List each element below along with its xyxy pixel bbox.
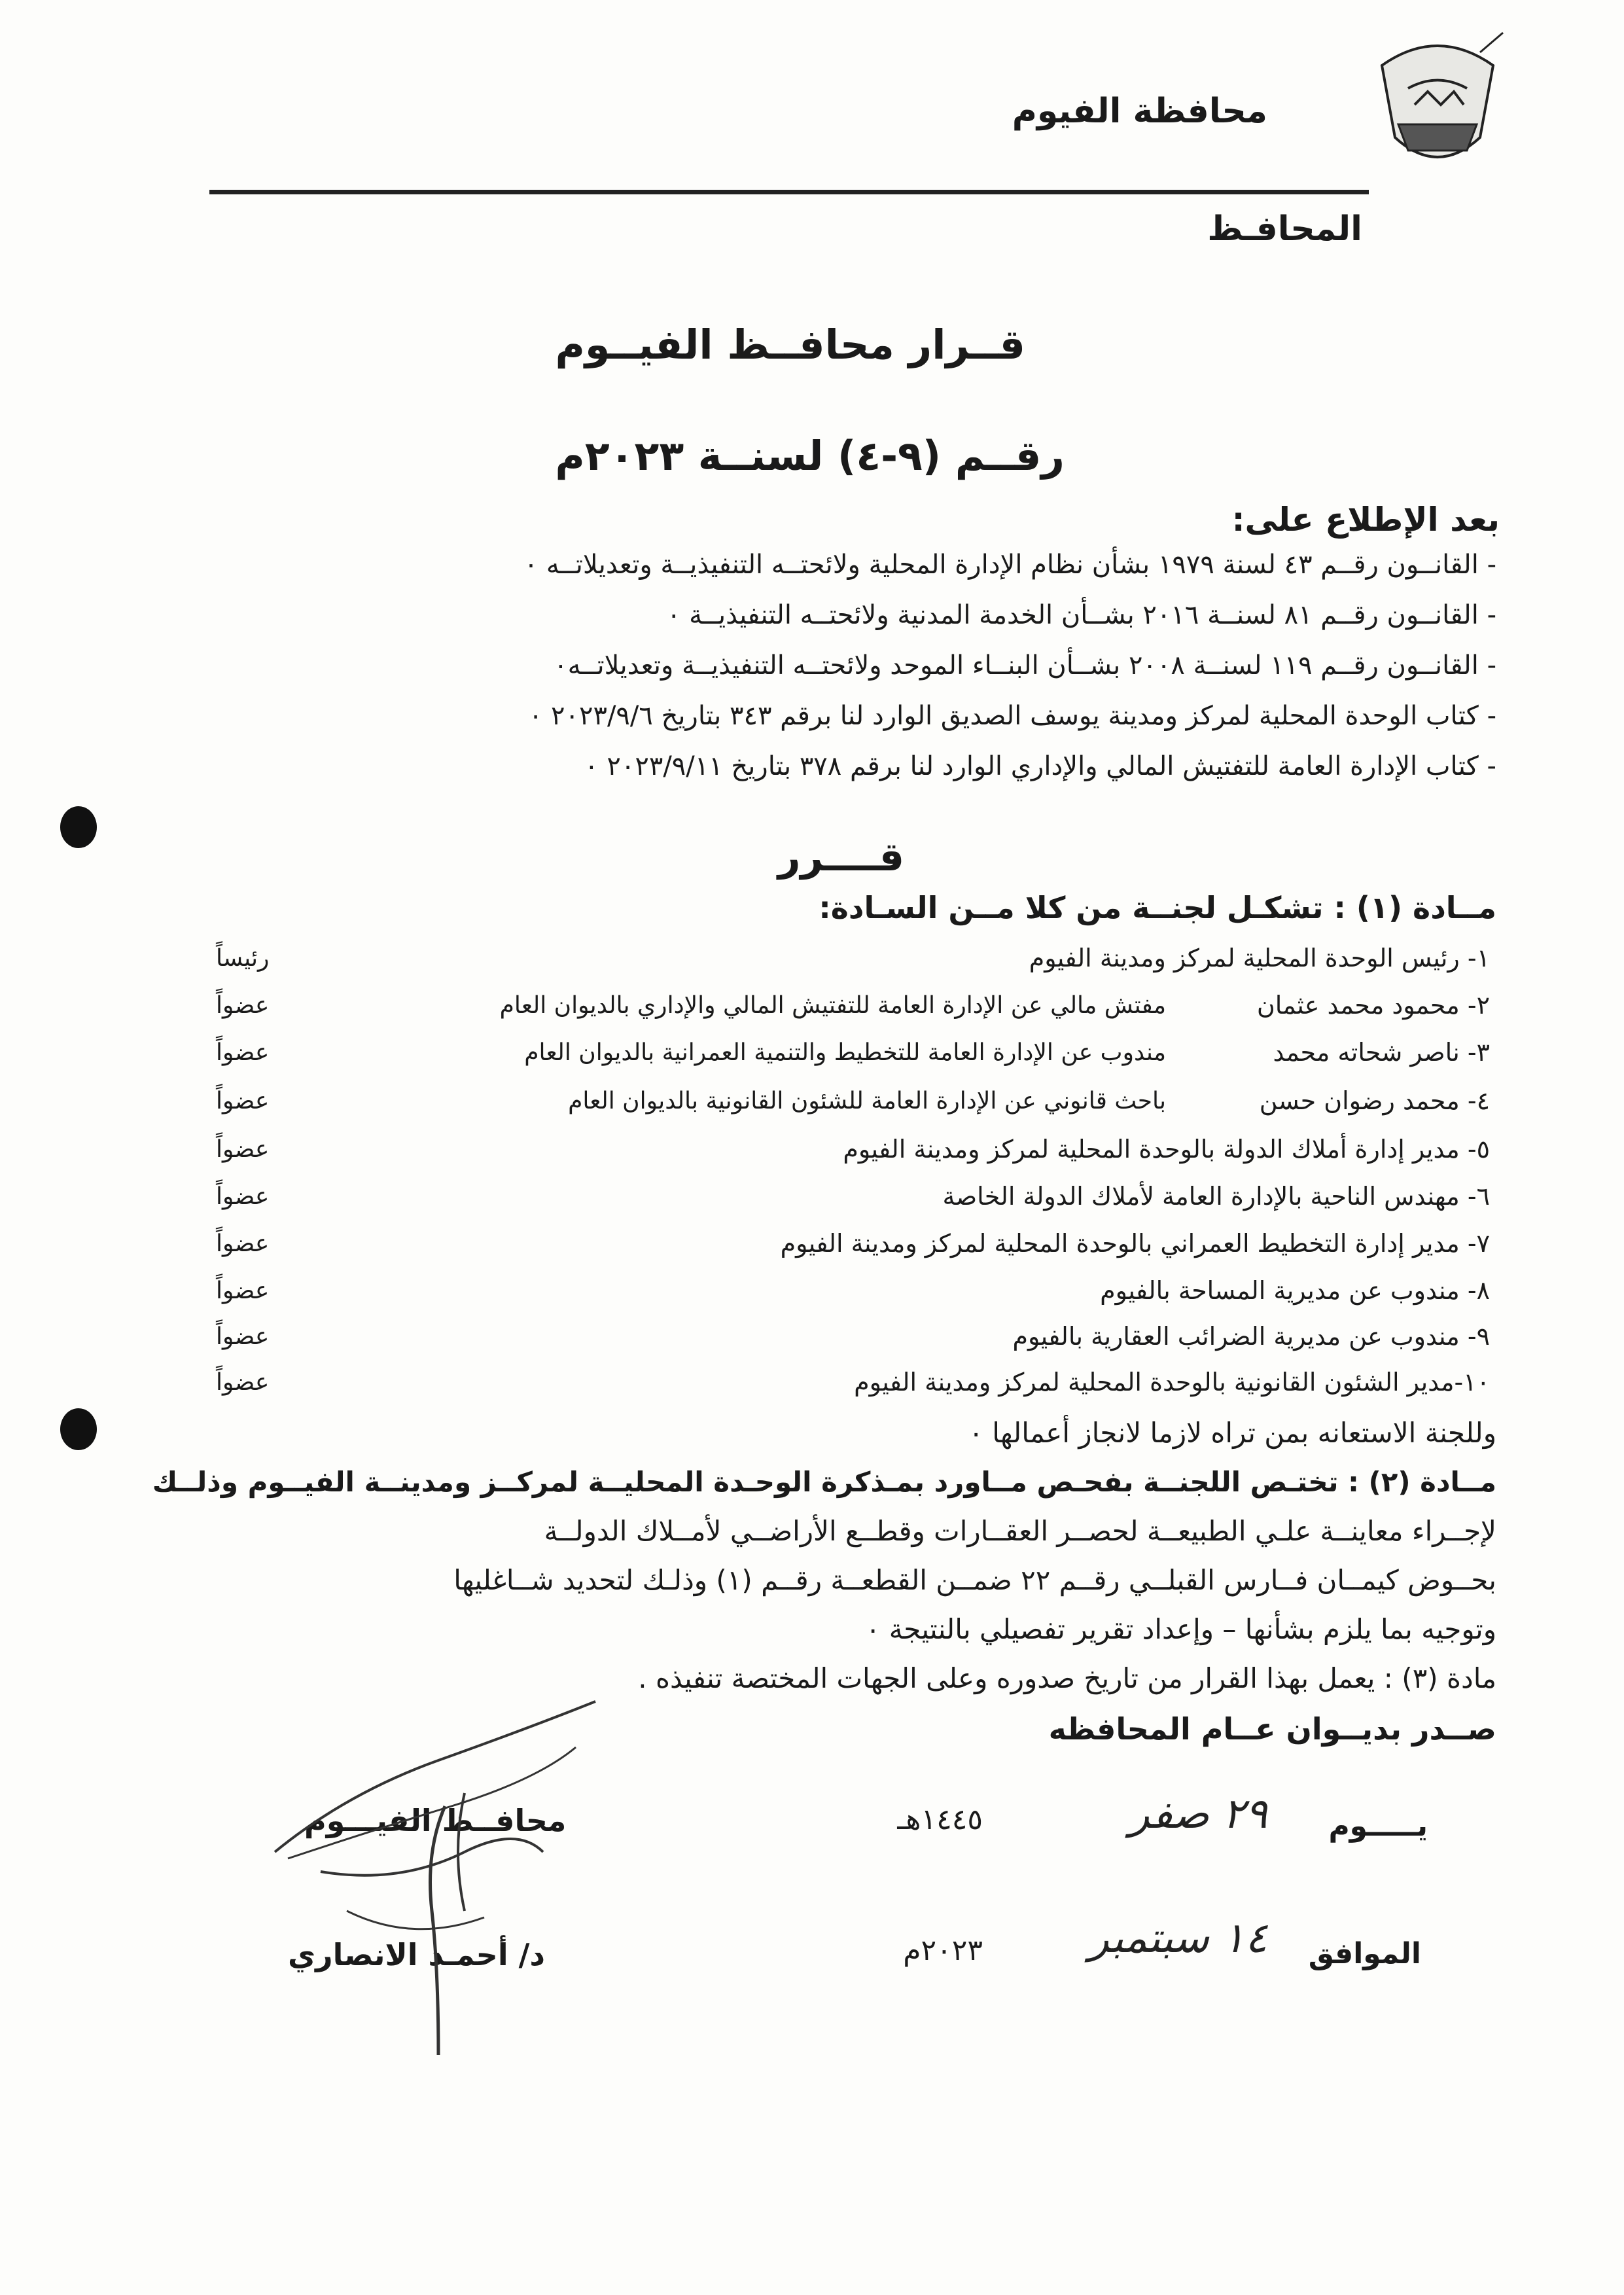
decides-heading: قــــرر <box>777 834 904 880</box>
punch-hole-bottom <box>60 1408 97 1450</box>
member-role: عضواً <box>216 1323 270 1350</box>
signature-title: محافــظ الفيـــوم <box>304 1803 567 1838</box>
member-name: ٤- محمد رضوان حسن <box>1259 1086 1490 1115</box>
governorate-emblem <box>1369 26 1506 177</box>
member-text: ٩- مندوب عن مديرية الضرائب العقارية بالفيوم <box>1012 1322 1490 1351</box>
member-role: عضواً <box>216 1277 270 1304</box>
member-role: عضواً <box>216 1088 270 1114</box>
gregorian-prefix: الموافق <box>1308 1937 1421 1970</box>
member-role: عضواً <box>216 1039 270 1066</box>
article-2-line: بحــوض كيمــان فــارس القبلــي رقــم ٢٢ ضمــن القطعــة رقــم (١) وذلـك لتحديد شــاغليها <box>453 1564 1496 1596</box>
article-2-line: لإجــراء معاينــة علـي الطبيعــة لحصــر العقــارات وقطــع الأراضــي لأمــلاك الدولــة <box>544 1515 1496 1547</box>
member-role: عضواً <box>216 1136 270 1163</box>
preamble-item: - القانــون رقــم ١١٩ لسنــة ٢٠٠٨ بشــأن البنــاء الموحد ولائحتــه التنفيذيــة وتعديلاتــه٠ <box>554 650 1496 681</box>
member-text: ١٠-مدير الشئون القانونية بالوحدة المحلية لمركز ومدينة الفيوم <box>854 1368 1490 1397</box>
office-title: المحافـظ <box>1207 209 1362 249</box>
preamble-item: - كتاب الوحدة المحلية لمركز ومدينة يوسف الصديق الوارد لنا برقم ٣٤٣ بتاريخ ٢٠٢٣/٩/٦ ٠ <box>528 701 1496 731</box>
preamble-item: - كتاب الإدارة العامة للتفتيش المالي والإداري الوارد لنا برقم ٣٧٨ بتاريخ ٢٠٢٣/٩/١١ ٠ <box>584 751 1496 781</box>
member-role: عضواً <box>216 1183 270 1210</box>
preamble-heading: بعد الإطلاع على: <box>1231 501 1500 539</box>
member-name: ٢- محمود محمد عثمان <box>1256 991 1490 1020</box>
punch-hole-top <box>60 806 97 848</box>
governorate-name: محافظة الفيوم <box>1012 92 1267 131</box>
member-role: عضواً <box>216 1369 270 1396</box>
decision-number: رقــم (٩-٤) لسنــة ٢٠٢٣م <box>555 432 1065 480</box>
preamble-item: - القانــون رقــم ٨١ لسنــة ٢٠١٦ بشــأن الخدمة المدنية ولائحتــه التنفيذيــة ٠ <box>666 600 1496 630</box>
member-org: مفتش مالي عن الإدارة العامة للتفتيش المالي والإداري بالديوان العام <box>499 992 1166 1019</box>
header-rule <box>209 190 1369 194</box>
gregorian-year: ٢٠٢٣م <box>903 1934 983 1967</box>
hijri-handwritten-date: ٢٩ صفر <box>1129 1790 1267 1838</box>
member-text: ١- رئيس الوحدة المحلية لمركز ومدينة الفيوم <box>1029 944 1490 972</box>
member-text: ٧- مدير إدارة التخطيط العمراني بالوحدة المحلية لمركز ومدينة الفيوم <box>780 1229 1490 1258</box>
member-org: مندوب عن الإدارة العامة للتخطيط والتنمية العمرانية بالديوان العام <box>524 1039 1166 1066</box>
member-text: ٦- مهندس الناحية بالإدارة العامة لأملاك الدولة الخاصة <box>942 1182 1490 1211</box>
member-text: ٥- مدير إدارة أملاك الدولة بالوحدة المحلية لمركز ومدينة الفيوم <box>843 1135 1490 1164</box>
preamble-item: - القانــون رقــم ٤٣ لسنة ١٩٧٩ بشأن نظام الإدارة المحلية ولائحتــه التنفيذيــة وتعديلاتــه ٠ <box>523 550 1496 580</box>
member-role: رئيساً <box>216 945 270 972</box>
member-role: عضواً <box>216 992 270 1019</box>
member-name: ٣- ناصر شحاته محمد <box>1273 1038 1490 1067</box>
handwritten-signature <box>268 1636 609 2061</box>
issued-statement: صــدر بديــوان عــام المحافظه <box>1048 1711 1496 1747</box>
member-text: ٨- مندوب عن مديرية المساحة بالفيوم <box>1100 1276 1490 1305</box>
article-1-heading: مــادة (١) : تشكـل لجنــة من كلا مــن السـادة: <box>819 890 1496 925</box>
hijri-year: ١٤٤٥هـ <box>897 1803 983 1836</box>
member-role: عضواً <box>216 1230 270 1257</box>
article-3: مادة (٣) : يعمل بهذا القرار من تاريخ صدوره وعلى الجهات المختصة تنفيذه . <box>638 1662 1496 1694</box>
hijri-day-prefix: يـــــوم <box>1328 1809 1428 1843</box>
article-1-footer: وللجنة الاستعانه بمن تراه لازما لانجاز أعمالها ٠ <box>968 1417 1496 1449</box>
article-2-line: وتوجيه بما يلزم بشأنها – وإعداد تقرير تفصيلي بالنتيجة ٠ <box>865 1613 1496 1645</box>
signature-name: د/ أحمـد الانصاري <box>288 1937 546 1972</box>
member-org: باحث قانوني عن الإدارة العامة للشئون القانونية بالديوان العام <box>568 1088 1166 1114</box>
article-2-line: مــادة (٢) : تختـص اللجنــة بفحـص مــاورد بمـذكرة الوحـدة المحليــة لمركــز ومدينــة الفيــوم وذلــك <box>152 1466 1496 1498</box>
decision-title: قــرار محافــظ الفيــوم <box>555 321 1025 368</box>
gregorian-handwritten-date: ١٤ سبتمبر <box>1089 1914 1267 1963</box>
